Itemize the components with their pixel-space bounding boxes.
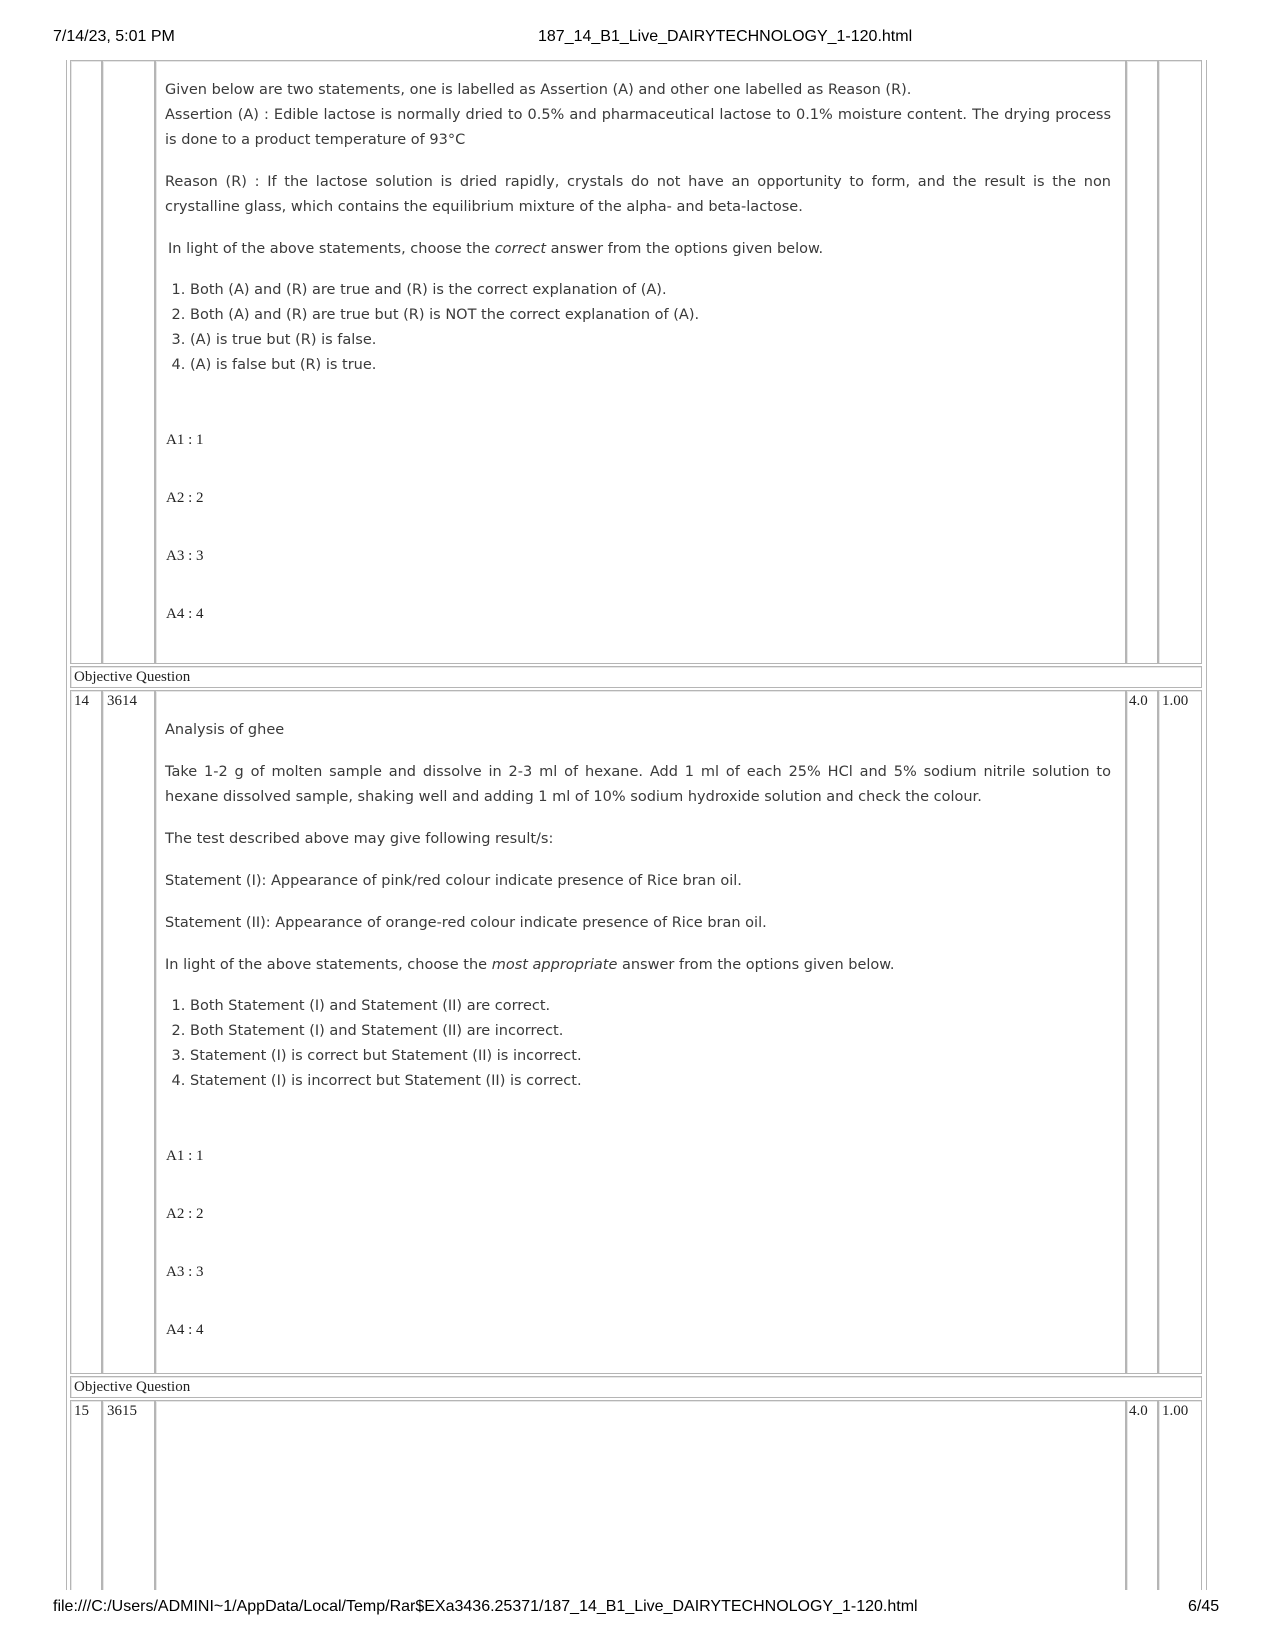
q13-id-cell (102, 60, 155, 664)
q13-number-cell (70, 60, 102, 664)
q13-answer-a2: A2 : 2 (166, 490, 204, 506)
q13-marks-cell (1126, 60, 1158, 664)
q15-number: 15 (74, 1403, 89, 1419)
q13-options (166, 278, 1090, 378)
q15-number-cell (70, 1400, 102, 1590)
q14-statement-1: Statement (I): Appearance of pink/red colour indicate presence of Rice bran oil. (165, 873, 742, 889)
q14-option: 2. Both Statement (I) and Statement (II) are incorrect. (190, 1019, 1090, 1044)
q14-statement-2: Statement (II): Appearance of orange-red colour indicate presence of Rice bran oil. (165, 915, 767, 931)
q14-negative-marks: 1.00 (1162, 693, 1189, 709)
q13-negative-cell (1158, 60, 1202, 664)
page-number: 6/45 (1188, 1598, 1220, 1615)
q14-heading: Analysis of ghee (165, 722, 285, 738)
q14-marks-cell (1126, 690, 1158, 1374)
q14-negative-cell (1158, 690, 1202, 1374)
q14-section-label: Objective Question (74, 669, 191, 685)
print-file-path: file:///C:/Users/ADMINI~1/AppData/Local/Temp/Rar$EXa3436.25371/187_14_B1_Live_DAIRYTECHNOLOGY_1-120.html (53, 1598, 918, 1615)
q14-marks: 4.0 (1129, 693, 1148, 709)
q14-options (166, 994, 1090, 1094)
q13-intro: Given below are two statements, one is labelled as Assertion (A) and other one labelled as Reason (R). (165, 82, 912, 98)
q15-negative-cell (1158, 1400, 1202, 1590)
q15-id: 3615 (107, 1403, 137, 1419)
q14-result-intro: The test described above may give following result/s: (165, 831, 554, 847)
q13-instruction: In light of the above statements, choose the correct answer from the options given below. (168, 241, 824, 257)
q15-section-label: Objective Question (74, 1379, 191, 1395)
q13-option: 4. (A) is false but (R) is true. (190, 353, 1090, 378)
q15-marks-cell (1126, 1400, 1158, 1590)
q15-body-cell (155, 1400, 1126, 1590)
q13-answer-a4: A4 : 4 (166, 606, 204, 622)
q15-negative-marks: 1.00 (1162, 1403, 1189, 1419)
q13-option: 1. Both (A) and (R) are true and (R) is the correct explanation of (A). (190, 278, 1090, 303)
q13-answer-a3: A3 : 3 (166, 548, 204, 564)
q14-answer-a3: A3 : 3 (166, 1264, 204, 1280)
q14-procedure: Take 1-2 g of molten sample and dissolve in 2-3 ml of hexane. Add 1 ml of each 25% HCl and 5% sodium nitrile solution to hexane dissolved sample, shaking well and adding 1 ml of 10% sodium hydroxide solution and check the colour. (165, 764, 1111, 805)
q14-answer-a4: A4 : 4 (166, 1322, 204, 1338)
q14-section-cell (70, 666, 1202, 688)
q13-answer-a1: A1 : 1 (166, 432, 204, 448)
q13-option: 2. Both (A) and (R) are true but (R) is NOT the correct explanation of (A). (190, 303, 1090, 328)
q15-section-cell (70, 1376, 1202, 1398)
print-datetime: 7/14/23, 5:01 PM (53, 28, 175, 45)
q15-id-cell (102, 1400, 155, 1590)
q14-number: 14 (74, 693, 89, 709)
q13-assertion: Assertion (A) : Edible lactose is normally dried to 0.5% and pharmaceutical lactose to 0.1% moisture content. The drying process is done to a product temperature of 93°C (165, 107, 1111, 148)
q14-option: 1. Both Statement (I) and Statement (II) are correct. (190, 994, 1090, 1019)
q14-option: 4. Statement (I) is incorrect but Statement (II) is correct. (190, 1069, 1090, 1094)
table-right-edge (1206, 60, 1207, 1590)
q14-number-cell (70, 690, 102, 1374)
q13-reason: Reason (R) : If the lactose solution is dried rapidly, crystals do not have an opportunity to form, and the result is the non crystalline glass, which contains the equilibrium mixture of the alpha- and beta-lactose. (165, 174, 1111, 215)
q14-answer-a2: A2 : 2 (166, 1206, 204, 1222)
q14-instruction: In light of the above statements, choose the most appropriate answer from the options given below. (165, 957, 895, 973)
q14-id-cell (102, 690, 155, 1374)
q14-option: 3. Statement (I) is correct but Statement (II) is incorrect. (190, 1044, 1090, 1069)
table-left-edge (66, 60, 67, 1590)
q13-option: 3. (A) is true but (R) is false. (190, 328, 1090, 353)
print-title: 187_14_B1_Live_DAIRYTECHNOLOGY_1-120.html (538, 28, 913, 45)
q15-marks: 4.0 (1129, 1403, 1148, 1419)
q14-answer-a1: A1 : 1 (166, 1148, 204, 1164)
q14-id: 3614 (107, 693, 137, 709)
